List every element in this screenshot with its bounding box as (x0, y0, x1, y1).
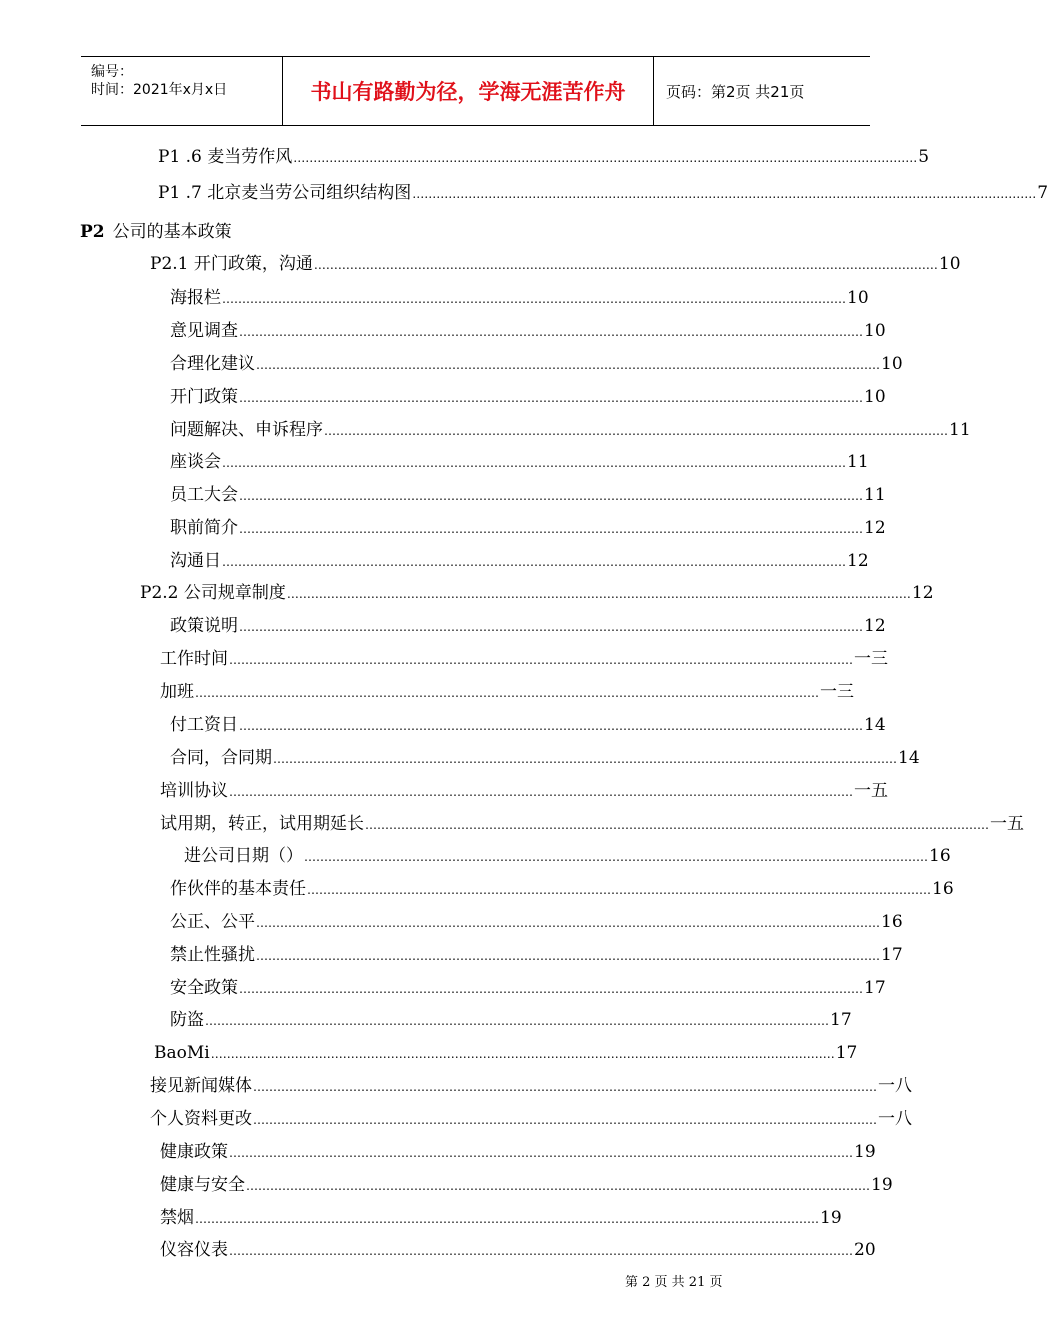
toc-leader-dots: ………………………………………………………………………………………………………………………………………… (222, 456, 846, 470)
header-page-info: 页码：第2页 共21页 (666, 82, 805, 101)
toc-entry-page: 10 (847, 288, 869, 308)
toc-leader-dots: ………………………………………………………………………………………………………………………………………… (229, 785, 853, 799)
toc-entry-title: 接见新闻媒体 (150, 1076, 252, 1096)
toc-entry-title: 座谈会 (170, 452, 221, 472)
toc-entry-title: P2.2 公司规章制度 (140, 583, 286, 603)
toc-entry[interactable] (150, 253, 961, 275)
toc-entry-title: 付工资日 (170, 715, 238, 735)
toc-entry-page: 19 (854, 1142, 876, 1162)
toc-entry-page: 16 (932, 879, 954, 899)
toc-entry-title: 海报栏 (170, 288, 221, 308)
toc-entry[interactable] (160, 1207, 842, 1229)
toc-entry-title: 员工大会 (170, 485, 238, 505)
toc-entry-title: P1 .6 麦当劳作风 (158, 147, 293, 167)
toc-entry[interactable] (160, 813, 1024, 835)
toc-entry[interactable] (170, 386, 886, 408)
toc-entry[interactable] (170, 747, 920, 769)
toc-leader-dots: ………………………………………………………………………………………………………………………………………… (253, 1113, 877, 1127)
toc-entry[interactable] (170, 451, 869, 473)
toc-leader-dots: ………………………………………………………………………………………………………………………………………… (222, 555, 846, 569)
toc-entry-title: P1 .7 北京麦当劳公司组织结构图 (158, 183, 412, 203)
toc-entry[interactable] (154, 1042, 858, 1064)
toc-entry-title: 公正、公平 (170, 912, 255, 932)
toc-entry-page: 19 (871, 1175, 893, 1195)
toc-entry-page: 17 (864, 978, 886, 998)
toc-leader-dots: ………………………………………………………………………………………………………………………………………… (246, 1179, 870, 1193)
toc-entry[interactable] (160, 780, 888, 802)
toc-entry-page: 一五 (990, 814, 1024, 834)
page-footer: 第 2 页 共 21 页 (625, 1275, 723, 1290)
toc-entry-page: 10 (938, 254, 961, 274)
toc-leader-dots: ………………………………………………………………………………………………………………………………………… (229, 1244, 853, 1258)
toc-entry-page: 17 (881, 945, 903, 965)
toc-leader-dots: ………………………………………………………………………………………………………………………………………… (239, 982, 863, 996)
toc-entry-page: 7 (1037, 183, 1048, 203)
toc-entry[interactable] (170, 320, 886, 342)
toc-leader-dots: ………………………………………………………………………………………………………………………………………… (195, 686, 819, 700)
toc-leader-dots: ………………………………………………………………………………………………………………………………………… (286, 587, 911, 601)
toc-entry[interactable] (170, 419, 971, 441)
toc-leader-dots: ………………………………………………………………………………………………………………………………………… (256, 358, 880, 372)
toc-entry-title: 健康政策 (160, 1142, 228, 1162)
toc-section-code: P2 (80, 222, 105, 242)
toc-leader-dots: ………………………………………………………………………………………………………………………………………… (239, 620, 863, 634)
toc-section-title: 公司的基本政策 (112, 222, 232, 242)
toc-entry[interactable] (160, 1174, 893, 1196)
toc-entry-title: BaoMi (154, 1043, 210, 1063)
toc-entry-title: 试用期，转正，试用期延长 (160, 814, 364, 834)
toc-entry-title: 健康与安全 (160, 1175, 245, 1195)
toc-leader-dots: ………………………………………………………………………………………………………………………………………… (253, 1080, 877, 1094)
toc-entry[interactable] (170, 1009, 852, 1031)
toc-entry-title: 合同，合同期 (170, 748, 272, 768)
toc-leader-dots: ………………………………………………………………………………………………………………………………………… (412, 187, 1037, 201)
toc-entry-page: 12 (864, 518, 886, 538)
toc-leader-dots: ………………………………………………………………………………………………………………………………………… (273, 752, 897, 766)
toc-entry[interactable] (160, 648, 888, 670)
toc-entry-page: 12 (864, 616, 886, 636)
toc-entry[interactable] (170, 878, 954, 900)
toc-entry-title: 进公司日期（） (184, 846, 303, 866)
toc-leader-dots: ………………………………………………………………………………………………………………………………………… (293, 151, 918, 165)
toc-leader-dots: ………………………………………………………………………………………………………………………………………… (239, 391, 863, 405)
header-motto: 书山有路勤为径，学海无涯苦作舟 (283, 57, 654, 125)
toc-entry-title: P2.1 开门政策，沟通 (150, 254, 313, 274)
toc-section-heading[interactable] (80, 217, 232, 242)
toc-entry-page: 11 (949, 420, 971, 440)
toc-entry[interactable] (170, 353, 903, 375)
toc-entry-page: 一三 (854, 649, 888, 669)
toc-entry[interactable] (170, 977, 886, 999)
toc-entry[interactable] (158, 146, 930, 168)
toc-entry-page: 一五 (854, 781, 888, 801)
toc-entry[interactable] (170, 615, 886, 637)
toc-leader-dots: ………………………………………………………………………………………………………………………………………… (210, 1047, 835, 1061)
toc-entry[interactable] (170, 911, 903, 933)
toc-entry-page: 16 (929, 846, 951, 866)
document-number-label: 编号： (91, 64, 133, 80)
toc-entry-page: 10 (864, 387, 886, 407)
toc-entry[interactable] (170, 484, 886, 506)
toc-leader-dots: ………………………………………………………………………………………………………………………………………… (313, 258, 938, 272)
toc-entry-page: 11 (864, 485, 886, 505)
toc-entry-title: 问题解决、申诉程序 (170, 420, 323, 440)
toc-entry[interactable] (170, 287, 869, 309)
toc-entry-page: 11 (847, 452, 869, 472)
toc-leader-dots: ………………………………………………………………………………………………………………………………………… (304, 850, 928, 864)
toc-entry[interactable] (170, 517, 886, 539)
toc-entry[interactable] (158, 182, 1048, 204)
toc-entry-page: 17 (830, 1010, 852, 1030)
toc-entry-title: 禁止性骚扰 (170, 945, 255, 965)
toc-entry-title: 禁烟 (160, 1208, 194, 1228)
toc-entry-page: 10 (881, 354, 903, 374)
toc-entry-title: 职前简介 (170, 518, 238, 538)
toc-entry-page: 5 (918, 147, 930, 167)
toc-entry-page: 19 (820, 1208, 842, 1228)
toc-entry[interactable] (170, 550, 869, 572)
toc-entry-page: 17 (835, 1043, 858, 1063)
toc-entry-page: 12 (911, 583, 934, 603)
toc-entry-page: 20 (854, 1240, 876, 1260)
toc-leader-dots: ………………………………………………………………………………………………………………………………………… (222, 292, 846, 306)
toc-entry[interactable] (160, 1141, 876, 1163)
toc-entry-title: 沟通日 (170, 551, 221, 571)
toc-entry-title: 加班 (160, 682, 194, 702)
toc-leader-dots: ………………………………………………………………………………………………………………………………………… (307, 883, 931, 897)
toc-leader-dots: ………………………………………………………………………………………………………………………………………… (239, 325, 863, 339)
toc-entry-title: 意见调查 (170, 321, 238, 341)
toc-entry-title: 个人资料更改 (150, 1109, 252, 1129)
toc-leader-dots: ………………………………………………………………………………………………………………………………………… (229, 653, 853, 667)
toc-entry-page: 14 (898, 748, 920, 768)
toc-entry-title: 安全政策 (170, 978, 238, 998)
toc-entry-title: 工作时间 (160, 649, 228, 669)
toc-entry-title: 作伙伴的基本责任 (170, 879, 306, 899)
toc-leader-dots: ………………………………………………………………………………………………………………………………………… (324, 424, 948, 438)
toc-entry-page: 一三 (820, 682, 854, 702)
toc-entry[interactable] (170, 714, 886, 736)
toc-entry[interactable] (184, 845, 951, 867)
toc-entry[interactable] (140, 582, 934, 604)
toc-leader-dots: ………………………………………………………………………………………………………………………………………… (229, 1146, 853, 1160)
toc-leader-dots: ………………………………………………………………………………………………………………………………………… (195, 1212, 819, 1226)
toc-leader-dots: ………………………………………………………………………………………………………………………………………… (256, 949, 880, 963)
toc-leader-dots: ………………………………………………………………………………………………………………………………………… (365, 818, 989, 832)
toc-entry-page: 10 (864, 321, 886, 341)
toc-entry-page: 一八 (878, 1076, 912, 1096)
toc-entry-title: 政策说明 (170, 616, 238, 636)
toc-leader-dots: ………………………………………………………………………………………………………………………………………… (239, 719, 863, 733)
toc-entry-title: 开门政策 (170, 387, 238, 407)
toc-leader-dots: ………………………………………………………………………………………………………………………………………… (239, 522, 863, 536)
document-time-label: 时间：2021年x月x日 (91, 82, 228, 98)
toc-entry-page: 16 (881, 912, 903, 932)
toc-leader-dots: ………………………………………………………………………………………………………………………………………… (256, 916, 880, 930)
toc-entry[interactable] (170, 944, 903, 966)
toc-entry-page: 一八 (878, 1109, 912, 1129)
toc-entry[interactable] (150, 1075, 912, 1097)
toc-leader-dots: ………………………………………………………………………………………………………………………………………… (205, 1014, 829, 1028)
toc-entry-page: 12 (847, 551, 869, 571)
toc-entry-title: 仪容仪表 (160, 1240, 228, 1260)
toc-entry-page: 14 (864, 715, 886, 735)
toc-entry-title: 培训协议 (160, 781, 228, 801)
toc-entry[interactable] (160, 681, 854, 703)
toc-entry[interactable] (160, 1239, 876, 1261)
toc-entry-title: 合理化建议 (170, 354, 255, 374)
toc-entry[interactable] (150, 1108, 912, 1130)
toc-leader-dots: ………………………………………………………………………………………………………………………………………… (239, 489, 863, 503)
toc-entry-title: 防盗 (170, 1010, 204, 1030)
